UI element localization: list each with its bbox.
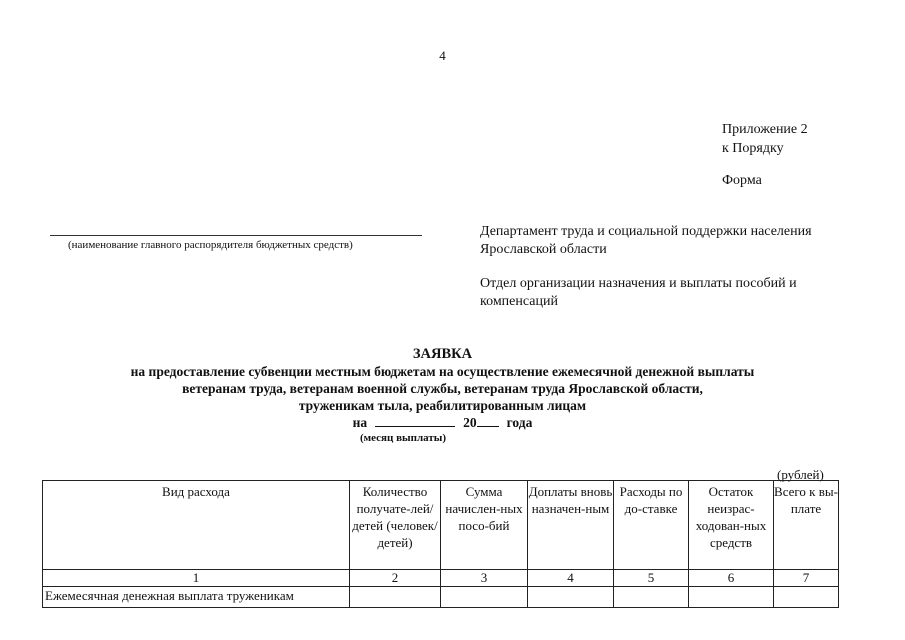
title-line3: труженикам тыла, реабилитированным лицам <box>298 398 587 413</box>
year-prefix: 20 <box>463 415 477 430</box>
column-number: 6 <box>689 570 774 587</box>
title-heading: ЗАЯВКА <box>412 346 473 362</box>
column-number-row <box>43 570 839 587</box>
year-blank <box>477 415 499 427</box>
na-label: на <box>352 415 368 430</box>
month-caption: (месяц выплаты) <box>360 432 447 444</box>
column-number: 5 <box>614 570 689 587</box>
table-cell <box>774 587 839 608</box>
year-suffix: года <box>506 415 533 430</box>
header-cell: Остаток неизрас-ходован-ных средств <box>689 481 774 570</box>
table-cell <box>528 587 614 608</box>
table-cell <box>350 587 441 608</box>
title-line2: ветеранам труда, ветеранам военной службы, ветеранам труда Ярославской области, <box>182 381 703 396</box>
table-cell: Ежемесячная денежная выплата труженикам <box>43 587 350 608</box>
column-number: 3 <box>441 570 528 587</box>
header-cell: Количество получате-лей/детей (человек/ детей) <box>350 481 441 570</box>
column-number: 4 <box>528 570 614 587</box>
table-row <box>43 587 839 608</box>
header-cell: Расходы по до-ставке <box>614 481 689 570</box>
column-number: 7 <box>774 570 839 587</box>
department-name: Департамент труда и социальной поддержки населения Ярославской области <box>480 224 812 257</box>
month-blank <box>375 415 455 427</box>
table-cell <box>441 587 528 608</box>
distributor-line <box>50 235 422 236</box>
appendix-note <box>722 120 808 158</box>
appendix-line1: Приложение 2 <box>722 122 808 137</box>
appendix-line2: к Порядку <box>722 141 784 156</box>
header-cell: Вид расхода <box>43 481 350 570</box>
page-number: 4 <box>439 48 446 63</box>
header-cell: Всего к вы-плате <box>774 481 839 570</box>
date-line <box>0 414 885 431</box>
table-header-row <box>43 481 839 570</box>
table-cell <box>689 587 774 608</box>
title-line1: на предоставление субвенции местным бюджетам на осуществление ежемесячной денежной выплаты <box>130 364 755 379</box>
column-number: 2 <box>350 570 441 587</box>
units-label: (рублей) <box>777 467 824 482</box>
request-table <box>42 480 839 608</box>
document-title <box>0 346 885 431</box>
header-cell: Сумма начислен-ных посо-бий <box>441 481 528 570</box>
division-name: Отдел организации назначения и выплаты пособий и компенсаций <box>480 276 797 309</box>
column-number: 1 <box>43 570 350 587</box>
table-cell <box>614 587 689 608</box>
form-label: Форма <box>722 173 762 188</box>
header-cell: Доплаты вновь назначен-ным <box>528 481 614 570</box>
distributor-caption: (наименование главного распорядителя бюджетных средств) <box>68 239 353 251</box>
